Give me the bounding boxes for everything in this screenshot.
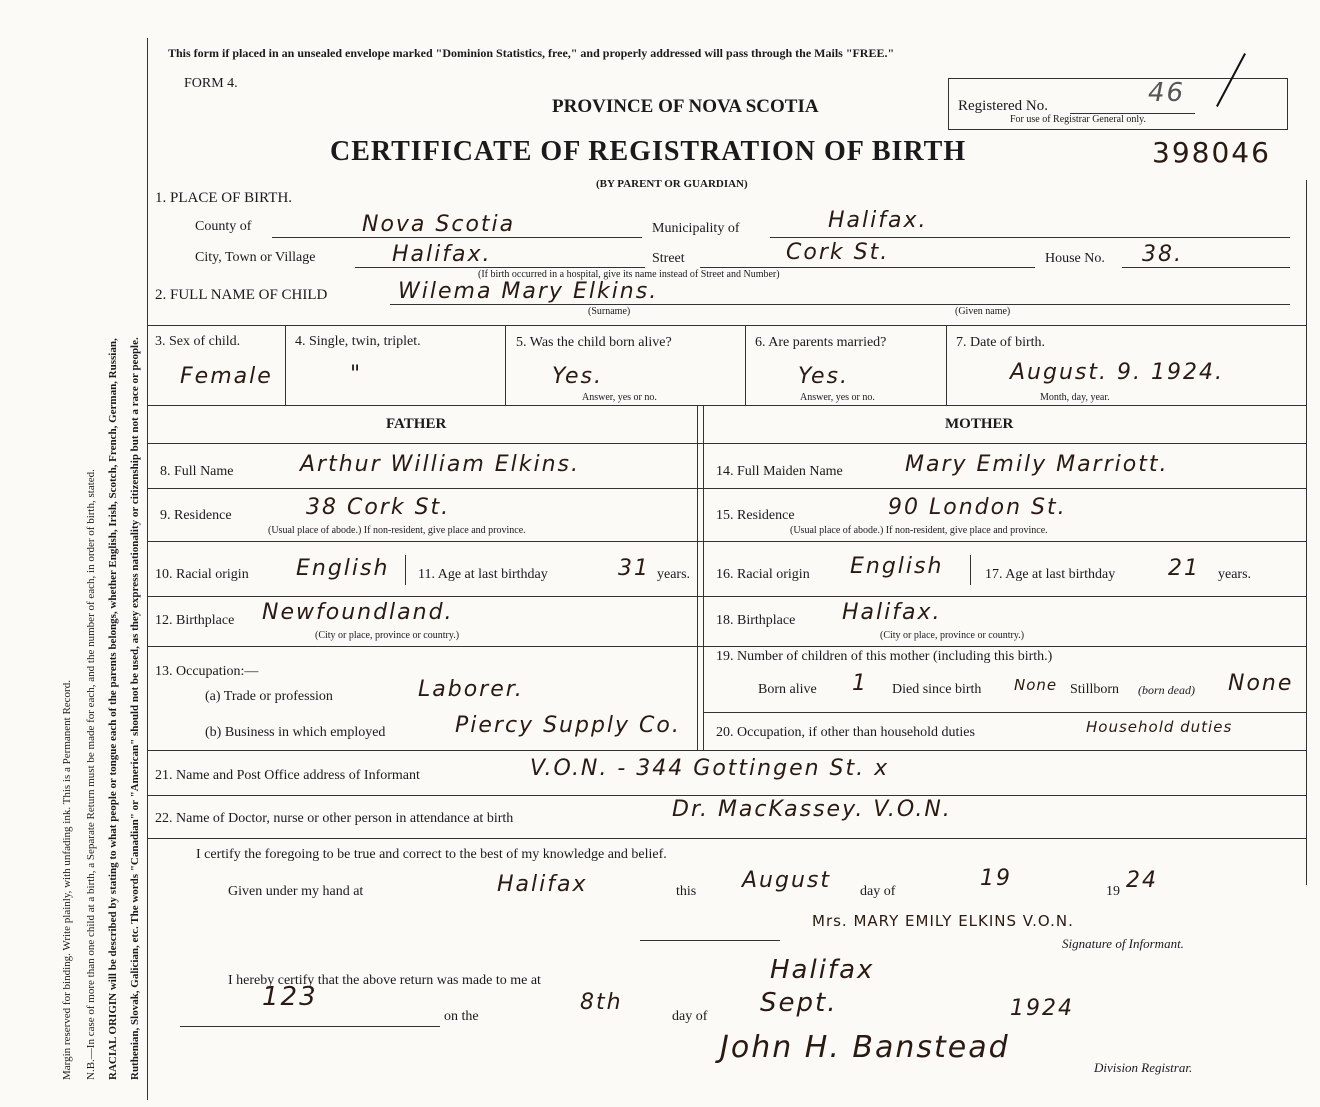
mother-age-value: 21 xyxy=(1168,556,1200,581)
date-of-birth-caption: Month, day, year. xyxy=(1040,392,1110,403)
father-residence-label: 9. Residence xyxy=(160,508,232,523)
business-label: (b) Business in which employed xyxy=(205,725,386,740)
city-label: City, Town or Village xyxy=(195,250,316,265)
registrar-statement: I hereby certify that the above return was made to me at xyxy=(228,973,541,988)
given-year-prefix: 19 xyxy=(1106,884,1120,899)
given-label: Given under my hand at xyxy=(228,884,364,899)
born-alive-count-value: 1 xyxy=(852,671,868,696)
margin-racial-origin-note: RACIAL ORIGIN will be described by stating to what people or tongue each of the parents belongs, whether English, Irish, Scotch, French, German, Russian, xyxy=(107,338,119,1080)
registrar-signature: John H. Banstead xyxy=(720,1030,1010,1065)
this-label: this xyxy=(676,884,697,899)
mother-occupation-value: Household duties xyxy=(1086,718,1233,736)
house-number-value: 38. xyxy=(1142,242,1183,267)
certify-statement: I certify the foregoing to be true and correct to the best of my knowledge and belief. xyxy=(196,847,667,862)
county-value: Nova Scotia xyxy=(362,212,516,237)
stillborn-value: None xyxy=(1228,671,1294,696)
margin-multiple-birth-note: N.B.—In case of more than one child at a birth, a Separate Return must be made for each, and the number of each, in order of birth, stated. xyxy=(85,469,97,1080)
margin-racial-origin-note-2: Ruthenian, Slovak, Galician, etc. The words "Canadian" or "American" should not be used, as they express nationality or citizenship but not a race or people. xyxy=(129,337,141,1080)
father-years: years. xyxy=(657,567,691,582)
registrar-day: 8th xyxy=(580,990,623,1015)
given-year: 24 xyxy=(1126,868,1158,893)
margin-binding-note: Margin reserved for binding. Write plainly, with unfading ink. This is a Permanent Record. xyxy=(61,680,73,1080)
died-since-birth-label: Died since birth xyxy=(892,682,982,697)
parents-married-label: 6. Are parents married? xyxy=(755,335,887,350)
doctor-label: 22. Name of Doctor, nurse or other person in attendance at birth xyxy=(155,811,514,826)
street-label: Street xyxy=(652,251,685,266)
street-value: Cork St. xyxy=(786,240,890,265)
father-birthplace-value: Newfoundland. xyxy=(262,600,454,625)
father-name-label: 8. Full Name xyxy=(160,464,234,479)
father-age-value: 31 xyxy=(618,556,650,581)
parents-married-value: Yes. xyxy=(798,364,850,389)
given-day: 19 xyxy=(980,866,1012,891)
registrar-month: Sept. xyxy=(760,988,838,1018)
father-heading: FATHER xyxy=(386,416,447,432)
mother-residence-caption: (Usual place of abode.) If non-resident, give place and province. xyxy=(790,525,1048,536)
mother-heading: MOTHER xyxy=(945,416,1014,432)
registrar-year: 1924 xyxy=(1010,996,1074,1021)
date-of-birth-label: 7. Date of birth. xyxy=(956,335,1046,350)
province-heading: PROVINCE OF NOVA SCOTIA xyxy=(552,96,819,117)
sex-value: Female xyxy=(180,364,273,389)
occupation-label: 13. Occupation:— xyxy=(155,664,259,679)
given-month: August xyxy=(742,868,831,893)
mother-age-label: 17. Age at last birthday xyxy=(985,567,1116,582)
place-of-birth-label: 1. PLACE OF BIRTH. xyxy=(155,190,293,206)
date-of-birth-value: August. 9. 1924. xyxy=(1010,360,1224,385)
trade-value: Laborer. xyxy=(418,677,524,702)
informant-value: V.O.N. - 344 Gottingen St. x xyxy=(530,756,890,781)
municipality-label: Municipality of xyxy=(652,221,740,236)
father-residence-caption: (Usual place of abode.) If non-resident, give place and province. xyxy=(268,525,526,536)
father-residence-value: 38 Cork St. xyxy=(306,495,451,520)
mother-racial-label: 16. Racial origin xyxy=(716,567,810,582)
born-alive-count-label: Born alive xyxy=(758,682,817,697)
trade-label: (a) Trade or profession xyxy=(205,689,333,704)
sex-label: 3. Sex of child. xyxy=(155,334,241,349)
mother-racial-value: English xyxy=(850,554,944,579)
stillborn-label: Stillborn xyxy=(1070,682,1120,697)
father-birthplace-caption: (City or place, province or country.) xyxy=(315,630,460,641)
city-value: Halifax. xyxy=(392,242,492,267)
born-alive-value: Yes. xyxy=(552,364,604,389)
parents-married-caption: Answer, yes or no. xyxy=(800,392,875,403)
mother-years: years. xyxy=(1218,567,1252,582)
informant-label: 21. Name and Post Office address of Informant xyxy=(155,768,420,783)
registered-label: Registered No. xyxy=(958,98,1048,114)
mother-residence-value: 90 London St. xyxy=(888,495,1067,520)
certificate-title: CERTIFICATE OF REGISTRATION OF BIRTH xyxy=(330,136,967,167)
child-name-value: Wilema Mary Elkins. xyxy=(398,279,659,304)
surname-caption: (Surname) xyxy=(588,306,631,317)
given-name-caption: (Given name) xyxy=(955,306,1011,317)
day-of-label: day of xyxy=(860,884,896,899)
plurality-label: 4. Single, twin, triplet. xyxy=(295,334,421,349)
mail-notice: This form if placed in an unsealed envelope marked "Dominion Statistics, free," and properly addressed will pass through the Mails "FREE." xyxy=(168,46,895,60)
hospital-note: (If birth occurred in a hospital, give its name instead of Street and Number) xyxy=(478,269,780,280)
certificate-number: 398046 xyxy=(1152,136,1271,169)
father-age-label: 11. Age at last birthday xyxy=(418,567,548,582)
registrar-caption: Division Registrar. xyxy=(1094,1060,1193,1075)
county-label: County of xyxy=(195,219,252,234)
mother-birthplace-label: 18. Birthplace xyxy=(716,613,796,628)
registrar-use-note: For use of Registrar General only. xyxy=(1010,114,1146,125)
business-value: Piercy Supply Co. xyxy=(455,713,681,738)
registered-number: 46 xyxy=(1148,78,1186,108)
day-label: day of xyxy=(672,1009,708,1024)
children-count-label: 19. Number of children of this mother (including this birth.) xyxy=(716,649,1053,664)
stillborn-note: (born dead) xyxy=(1138,683,1195,697)
father-name-value: Arthur William Elkins. xyxy=(300,452,581,477)
registrar-place: Halifax xyxy=(770,955,875,985)
on-the-label: on the xyxy=(444,1009,479,1024)
registrar-code: 123 xyxy=(262,982,318,1012)
mother-residence-label: 15. Residence xyxy=(716,508,795,523)
mother-name-value: Mary Emily Marriott. xyxy=(905,452,1169,477)
mother-birthplace-caption: (City or place, province or country.) xyxy=(880,630,1025,641)
father-birthplace-label: 12. Birthplace xyxy=(155,613,235,628)
mother-name-label: 14. Full Maiden Name xyxy=(716,464,843,479)
doctor-value: Dr. MacKassey. V.O.N. xyxy=(672,797,952,822)
given-place: Halifax xyxy=(497,872,588,897)
signature-caption: Signature of Informant. xyxy=(1062,936,1184,951)
house-number-label: House No. xyxy=(1045,251,1105,266)
father-racial-label: 10. Racial origin xyxy=(155,567,249,582)
informant-signature: Mrs. MARY EMILY ELKINS V.O.N. xyxy=(812,912,1074,930)
certificate-subtitle: (BY PARENT OR GUARDIAN) xyxy=(596,178,748,190)
plurality-value: " xyxy=(350,362,363,387)
municipality-value: Halifax. xyxy=(828,208,928,233)
born-alive-caption: Answer, yes or no. xyxy=(582,392,657,403)
died-since-birth-value: None xyxy=(1014,676,1058,694)
form-number: FORM 4. xyxy=(184,76,238,91)
child-name-label: 2. FULL NAME OF CHILD xyxy=(155,287,328,303)
father-racial-value: English xyxy=(296,556,390,581)
born-alive-label: 5. Was the child born alive? xyxy=(516,335,672,350)
mother-birthplace-value: Halifax. xyxy=(842,600,942,625)
mother-occupation-label: 20. Occupation, if other than household duties xyxy=(716,725,975,740)
